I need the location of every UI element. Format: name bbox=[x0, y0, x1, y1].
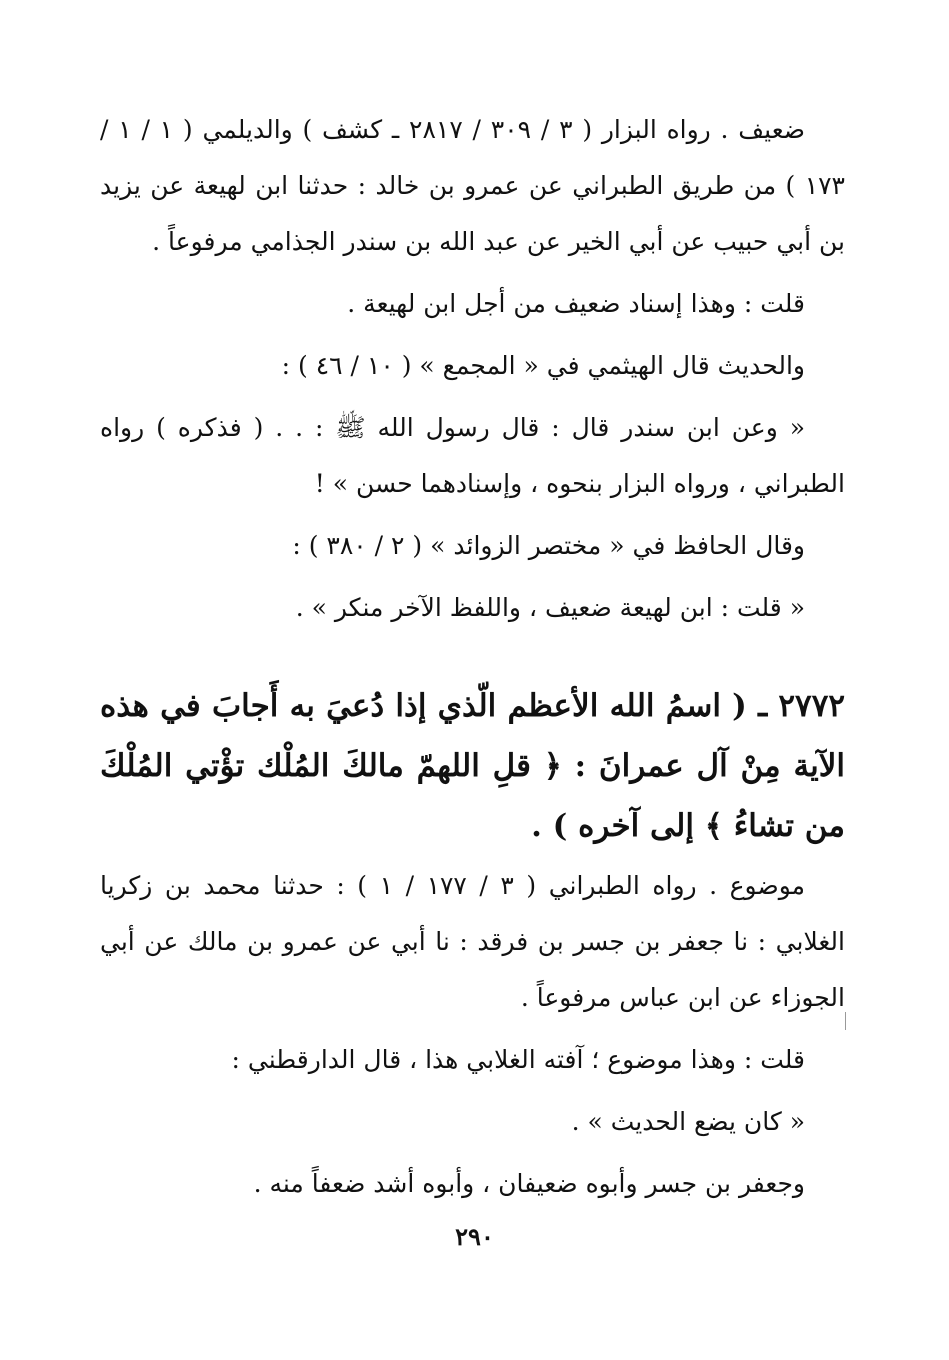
paragraph-source-citation: ضعيف . رواه البزار ( ٣ / ٣٠٩ / ٢٨١٧ ـ كشف ) والديلمي ( ١ / ١ / ١٧٣ ) من طريق الطبراني عن عمرو بن خالد : حدثنا ابن لهيعة عن يزيد بن أبي حبيب عن أبي الخير عن عبد الله بن سندر الجذامي مرفوعاً . bbox=[100, 115, 845, 256]
paragraph-hafiz-intro: وقال الحافظ في « مختصر الزوائد » ( ٢ / ٣٨٠ ) : bbox=[292, 531, 805, 560]
commentary-block-2 bbox=[100, 858, 845, 1212]
paragraph-note-weak-isnad: قلت : وهذا إسناد ضعيف من أجل ابن لهيعة . bbox=[347, 289, 805, 318]
paragraph-daraqutni-quote: « كان يضع الحديث » . bbox=[571, 1107, 805, 1136]
paragraph-hafiz-quote: « قلت : ابن لهيعة ضعيف ، واللفظ الآخر منكر » . bbox=[295, 593, 805, 622]
paragraph-haythami-quote: « وعن ابن سندر قال : قال رسول الله ﷺ : . . ( فذكره ) رواه الطبراني ، ورواه البزار بنحوه ، وإسنادهما حسن » ! bbox=[100, 413, 845, 498]
paragraph-jafar-note: وجعفر بن جسر وأبوه ضعيفان ، وأبوه أشد ضعفاً منه . bbox=[253, 1169, 805, 1198]
page-number: ٢٩٠ bbox=[455, 1222, 494, 1251]
commentary-block-1 bbox=[100, 102, 845, 636]
paragraph-note-ghalabi: قلت : وهذا موضوع ؛ آفته الغلابي هذا ، قال الدارقطني : bbox=[231, 1045, 805, 1074]
hadith-heading: ٢٧٧٢ ـ ( اسمُ الله الأعظم الّذي إذا دُعيَ به أَجابَ في هذه الآية مِنْ آل عمرانَ : ﴿ قلِ اللهمّ مالكَ المُلْك تؤْتي المُلْكَ من تشاءُ ﴾ إلى آخره ) . bbox=[100, 688, 845, 844]
paragraph-fabricated-citation: موضوع . رواه الطبراني ( ٣ / ١٧٧ / ١ ) : حدثنا محمد بن زكريا الغلابي : نا جعفر بن جسر بن فرقد : نا أبي عن عمرو بن مالك عن أبي الجوزاء عن ابن عباس مرفوعاً . bbox=[100, 871, 845, 1012]
margin-mark bbox=[845, 1012, 846, 1030]
paragraph-haythami-intro: والحديث قال الهيثمي في « المجمع » ( ١٠ / ٤٦ ) : bbox=[281, 351, 805, 380]
